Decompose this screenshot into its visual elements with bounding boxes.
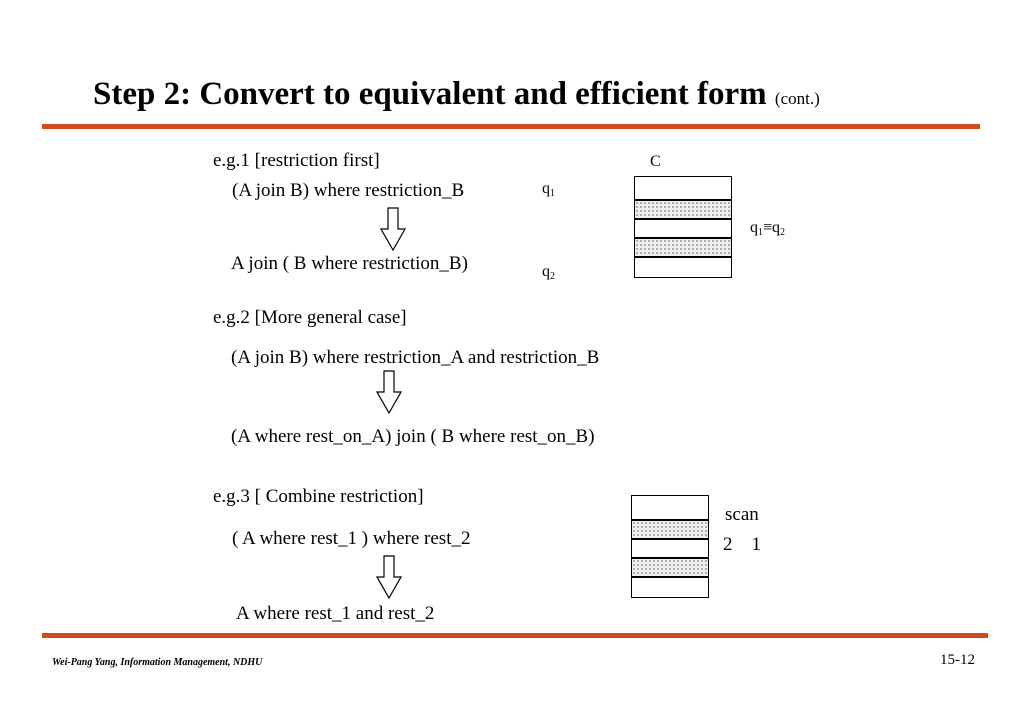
title-main: Step 2: Convert to equivalent and efficient form (93, 76, 767, 112)
title-sub: (cont.) (774, 89, 820, 108)
eg2-after: (A where rest_on_A) join ( B where rest_on_B) (231, 426, 595, 447)
eg3-before: ( A where rest_1 ) where rest_2 (232, 528, 471, 549)
top-rule (42, 124, 980, 129)
relation-c-stack (634, 176, 732, 278)
eg1-q1: $q_1$ (542, 180, 555, 199)
eg1-before: (A join B) where restriction_B (232, 180, 465, 201)
q1-equiv-q2: $q_1\equiv q_2$ (750, 219, 786, 238)
footer-author: Wei-Pang Yang, Information Management, NDHU (52, 657, 263, 668)
relation-scan-stack (631, 495, 709, 598)
scan-numbers: 2 1 (723, 534, 761, 555)
eg3-after: A where rest_1 and rest_2 (236, 603, 435, 624)
eg1-after: A join ( B where restriction_B) (231, 253, 468, 274)
page-number: 15-12 (940, 652, 975, 668)
eg1-header: e.g.1 [restriction first] (213, 150, 380, 171)
eg1-q2: $q_2$ (542, 263, 555, 282)
page-title (93, 76, 820, 113)
c-label: C (650, 153, 661, 170)
eg3-header: e.g.3 [ Combine restriction] (213, 486, 424, 507)
eg2-header: e.g.2 [More general case] (213, 307, 407, 328)
bottom-rule (42, 633, 988, 638)
down-arrow-icon (380, 207, 406, 251)
down-arrow-icon (376, 370, 402, 414)
scan-label: scan (725, 504, 759, 525)
down-arrow-icon (376, 555, 402, 599)
eg2-before: (A join B) where restriction_A and restriction_B (231, 347, 600, 368)
